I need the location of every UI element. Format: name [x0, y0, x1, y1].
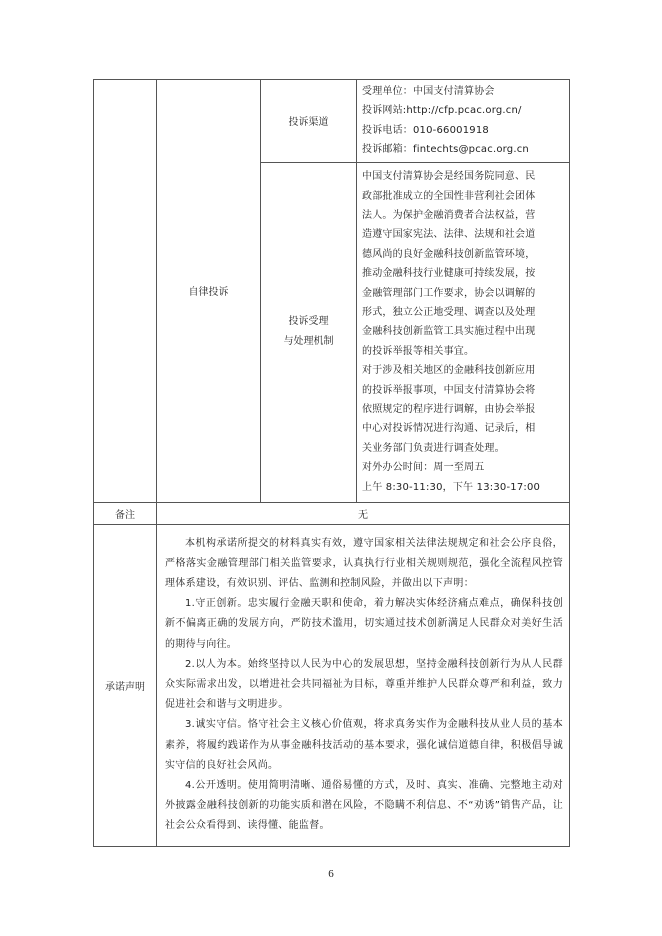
mechanism-line: 的投诉举报事项，中国支付清算协会将 — [362, 384, 536, 396]
commitment-paragraph: 4.公开透明。使用简明清晰、通俗易懂的方式，及时、真实、准确、完整地主动对外披露金融科技创新的功能实质和潜在风险，不隐瞒不利信息、不“劝诱”销售产品，让社会公众看得到、读得懂、能监督。 — [165, 780, 563, 832]
remarks-label: 备注 — [94, 502, 157, 524]
commitment-paragraph: 3.诚实守信。恪守社会主义核心价值观，将求真务实作为金融科技从业人员的基本素养，将履约践诺作为从事金融科技活动的基本要求，强化诚信道德自律，积极倡导诚实守信的良好社会风尚。 — [165, 719, 563, 771]
channel-line: 投诉电话：010-66001918 — [362, 124, 489, 136]
remarks-value: 无 — [157, 502, 570, 524]
mechanism-line: 金融管理部门工作要求，协会以调解的 — [362, 287, 536, 299]
category-cell: 自律投诉 — [157, 80, 261, 503]
empty-index-cell — [94, 80, 157, 503]
channel-line: 受理单位：中国支付清算协会 — [362, 86, 495, 97]
mechanism-label-line: 投诉受理 — [288, 316, 329, 328]
mechanism-line: 中心对投诉情况进行沟通、记录后，相 — [362, 423, 536, 435]
mechanism-line: 中国支付清算协会是经国务院同意、民 — [362, 171, 536, 183]
commitment-paragraph: 本机构承诺所提交的材料真实有效，遵守国家相关法律法规规定和社会公序良俗，严格落实金融管理部门相关监管要求，认真执行行业相关规则规范，强化全流程风控管理体系建设，有效识别、评估、监测和控制风险，并做出以下声明： — [165, 537, 563, 589]
mechanism-label-line: 与处理机制 — [283, 336, 334, 348]
table-row — [94, 524, 570, 846]
channel-details — [357, 80, 570, 163]
mechanism-line: 形式，独立公正地受理、调查以及处理 — [362, 307, 536, 319]
mechanism-line: 依照规定的程序进行调解，由协会举报 — [362, 404, 536, 416]
mechanism-line: 对外办公时间：周一至周五 — [362, 462, 485, 474]
commitment-text — [157, 524, 570, 846]
commitment-label: 承诺声明 — [94, 524, 157, 846]
channel-line: 投诉网站:http://cfp.pcac.org.cn/ — [362, 105, 522, 117]
mechanism-line: 德风尚的良好金融科技创新监管环境， — [362, 248, 536, 260]
commitment-paragraph: 1.守正创新。忠实履行金融天职和使命，着力解决实体经济痛点难点，确保科技创新不偏离正确的发展方向，严防技术滥用，切实通过技术创新满足人民群众对美好生活的期待与向往。 — [165, 598, 563, 650]
table-row — [94, 502, 570, 524]
mechanism-line: 推动金融科技行业健康可持续发展，按 — [362, 268, 536, 280]
mechanism-label — [261, 162, 357, 502]
application-form-table — [93, 79, 570, 847]
mechanism-line: 政部批准成立的全国性非营利社会团体 — [362, 190, 536, 202]
mechanism-line: 造遵守国家宪法、法律、法规和社会道 — [362, 229, 536, 241]
mechanism-line: 的投诉举报等相关事宜。 — [362, 345, 475, 357]
mechanism-details — [357, 162, 570, 502]
mechanism-line: 对于涉及相关地区的金融科技创新应用 — [362, 365, 536, 377]
page-number: 6 — [328, 868, 334, 880]
channel-line: 投诉邮箱：fintechts@pcac.org.cn — [362, 144, 529, 156]
mechanism-line: 关业务部门负责进行调查处理。 — [362, 442, 505, 454]
table-row — [94, 80, 570, 163]
channel-label: 投诉渠道 — [261, 80, 357, 163]
mechanism-line: 金融科技创新监管工具实施过程中出现 — [362, 326, 536, 338]
mechanism-line: 法人。为保护金融消费者合法权益，营 — [362, 209, 536, 221]
commitment-paragraph: 2.以人为本。始终坚持以人民为中心的发展思想，坚持金融科技创新行为从人民群众实际需求出发，以增进社会共同福祉为目标，尊重并维护人民群众尊严和利益，致力促进社会和谐与文明进步。 — [165, 658, 563, 711]
mechanism-line: 上午 8:30-11:30，下午 13:30-17:00 — [362, 481, 541, 493]
